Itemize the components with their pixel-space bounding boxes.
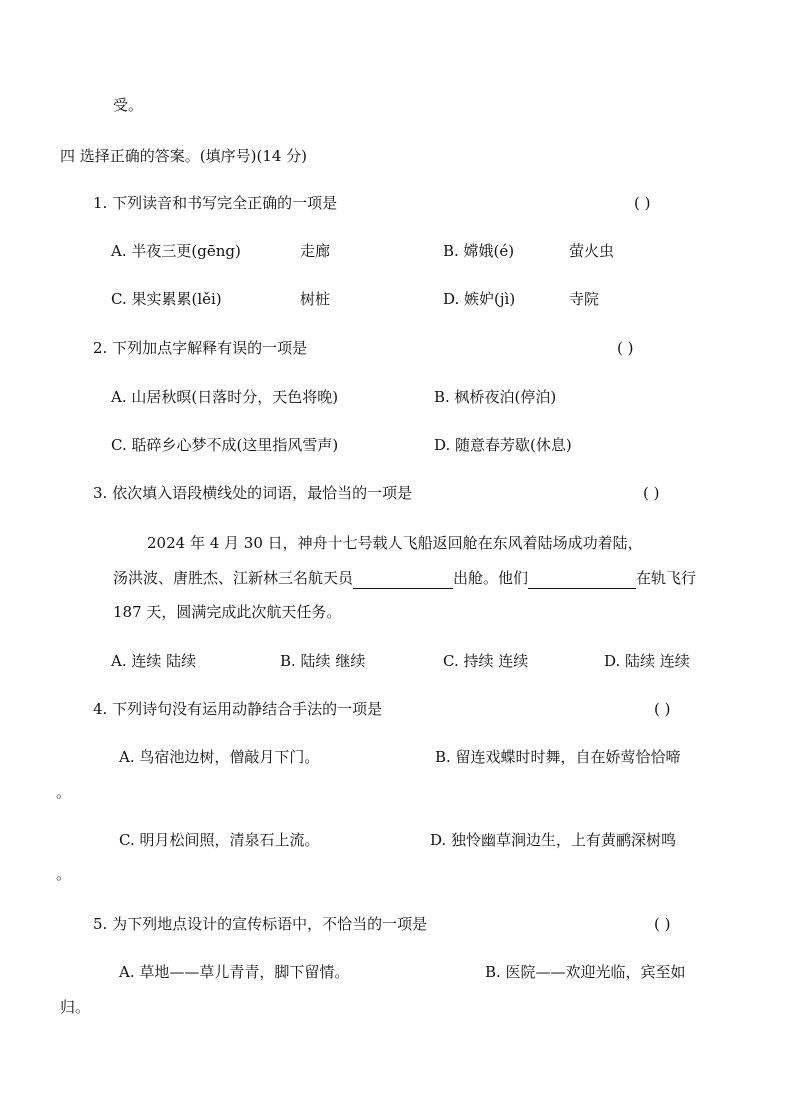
q4-option-c: C. 明月松间照，清泉石上流。 bbox=[119, 831, 320, 849]
q3-passage-part1: 汤洪波、唐胜杰、江新林三名航天员 bbox=[113, 569, 354, 587]
q3-passage-part2: 出舱。他们 bbox=[453, 569, 529, 587]
q3-passage-line3: 187 天，圆满完成此次航天任务。 bbox=[113, 603, 342, 621]
q1-option-d: D. 嫉妒(jì) bbox=[443, 290, 516, 308]
q3-passage-line2 bbox=[113, 568, 696, 589]
q4-stem: 4. 下列诗句没有运用动静结合手法的一项是 bbox=[93, 700, 383, 718]
fill-blank-1[interactable] bbox=[353, 568, 453, 589]
q3-option-a: A. 连续 陆续 bbox=[111, 652, 197, 670]
q3-option-b: B. 陆续 继续 bbox=[280, 652, 366, 670]
q2-option-a: A. 山居秋暝(日落时分，天色将晚) bbox=[111, 388, 339, 406]
q1-option-a-word: 走廊 bbox=[300, 242, 331, 260]
q5-option-a: A. 草地——草儿青青，脚下留情。 bbox=[119, 963, 350, 981]
carry-over-text: 受。 bbox=[113, 96, 144, 114]
q1-option-b-word: 萤火虫 bbox=[569, 242, 615, 260]
q4-option-a: A. 鸟宿池边树，僧敲月下门。 bbox=[119, 748, 320, 766]
section-title: 四 选择正确的答案。(填序号)(14 分) bbox=[60, 147, 308, 165]
q4-option-d-end: 。 bbox=[56, 865, 72, 883]
q4-option-b: B. 留连戏蝶时时舞，自在娇莺恰恰啼 bbox=[435, 748, 681, 766]
q5-answer-paren: ( ) bbox=[654, 915, 671, 933]
q4-option-b-end: 。 bbox=[56, 783, 72, 801]
q2-option-c: C. 聒碎乡心梦不成(这里指风雪声) bbox=[111, 436, 339, 454]
q1-option-d-word: 寺院 bbox=[569, 290, 600, 308]
q1-option-c: C. 果实累累(lěi) bbox=[111, 290, 222, 308]
q5-option-b-end: 归。 bbox=[60, 998, 91, 1016]
q3-passage-part3: 在轨飞行 bbox=[636, 569, 697, 587]
q1-option-b: B. 嫦娥(é) bbox=[443, 242, 515, 260]
q2-option-d: D. 随意春芳歇(休息) bbox=[434, 436, 572, 454]
q4-option-d: D. 独怜幽草涧边生，上有黄鹂深树鸣 bbox=[430, 831, 677, 849]
q5-stem: 5. 为下列地点设计的宣传标语中，不恰当的一项是 bbox=[93, 915, 428, 933]
q1-option-a: A. 半夜三更(gēng) bbox=[111, 242, 241, 260]
q1-option-c-word: 树桩 bbox=[300, 290, 331, 308]
q1-answer-paren: ( ) bbox=[634, 194, 651, 212]
q5-option-b: B. 医院——欢迎光临，宾至如 bbox=[485, 963, 686, 981]
fill-blank-2[interactable] bbox=[528, 568, 636, 589]
q3-option-c: C. 持续 连续 bbox=[443, 652, 529, 670]
q3-answer-paren: ( ) bbox=[643, 484, 660, 502]
q3-stem: 3. 依次填入语段横线处的词语，最恰当的一项是 bbox=[93, 484, 413, 502]
q2-option-b: B. 枫桥夜泊(停泊) bbox=[434, 388, 557, 406]
q2-stem: 2. 下列加点字解释有误的一项是 bbox=[93, 339, 308, 357]
q3-option-d: D. 陆续 连续 bbox=[604, 652, 690, 670]
q1-stem: 1. 下列读音和书写完全正确的一项是 bbox=[93, 194, 338, 212]
q4-answer-paren: ( ) bbox=[654, 700, 671, 718]
q3-passage-line1: 2024 年 4 月 30 日，神舟十七号载人飞船返回舱在东风着陆场成功着陆， bbox=[147, 534, 643, 552]
q2-answer-paren: ( ) bbox=[617, 339, 634, 357]
